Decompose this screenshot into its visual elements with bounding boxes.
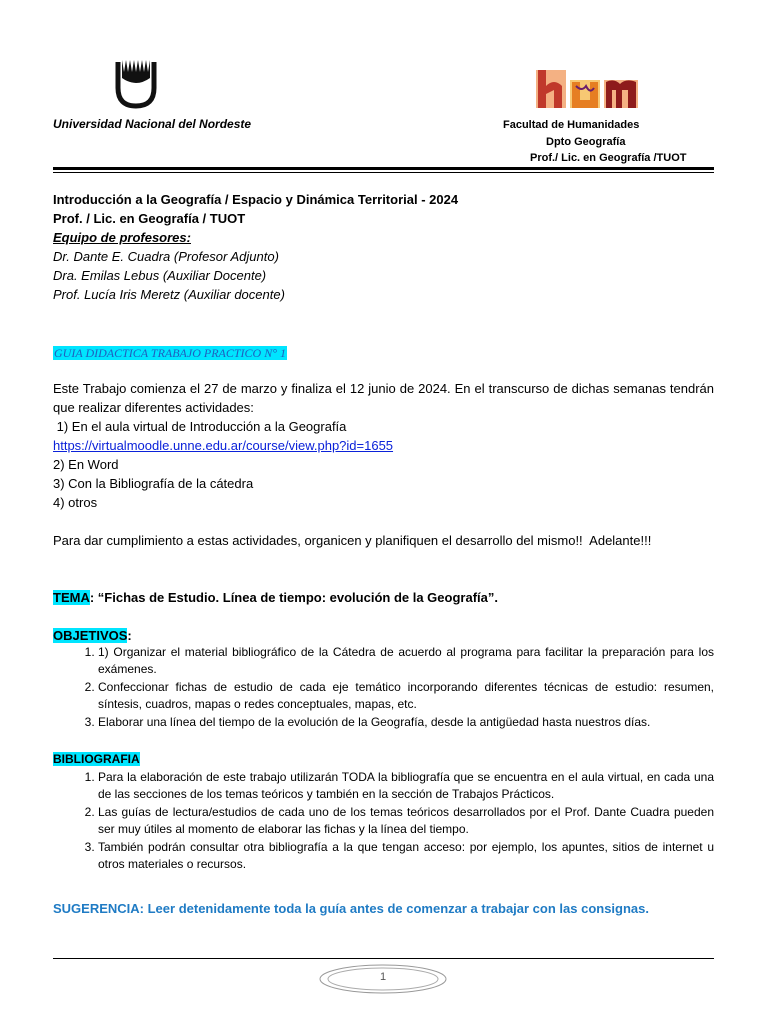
- team-label: Equipo de profesores:: [53, 230, 191, 245]
- objetivos-label: OBJETIVOS: [53, 628, 128, 643]
- bibliografia-item-2: 2. Las guías de lectura/estudios de cada uno de los temas teóricos desarrollados por el Prof. Dante Cuadra pueden ser muy útiles al momento de elaborar las fichas y la línea del tiempo.: [98, 804, 714, 838]
- page-number: 1: [379, 971, 387, 983]
- department-name: Dpto Geografía: [546, 136, 626, 148]
- university-name: Universidad Nacional del Nordeste: [53, 117, 252, 131]
- intro-item-2: 2) En Word: [53, 457, 119, 472]
- bibliografia-item-1: 1. Para la elaboración de este trabajo utilizarán TODA la bibliografía que se encuentra en el aula virtual, en cada una de las secciones de los temas teóricos y también en la sección de Trabajos Prácticos.: [98, 769, 714, 803]
- moodle-link[interactable]: https://virtualmoodle.unne.edu.ar/course/view.php?id=1655: [53, 438, 394, 453]
- unne-logo-icon: [114, 58, 158, 110]
- intro-paragraph: Este Trabajo comienza el 27 de marzo y finaliza el 12 junio de 2024. En el transcurso de dichas semanas tendrán que realizar diferentes actividades:: [53, 381, 714, 415]
- hum-logo-icon: [534, 66, 640, 110]
- tema-label: TEMA: [53, 590, 90, 605]
- objetivos-list: [53, 644, 714, 732]
- intro-item-4: 4) otros: [53, 495, 98, 510]
- unne-logo: [114, 58, 158, 110]
- program-name: Prof./ Lic. en Geografía /TUOT: [530, 152, 687, 164]
- professor-3: Prof. Lucía Iris Meretz (Auxiliar docente): [53, 287, 285, 302]
- footer-rule: [53, 958, 714, 959]
- professor-1: Dr. Dante E. Cuadra (Profesor Adjunto): [53, 249, 279, 264]
- sugerencia: SUGERENCIA: Leer detenidamente toda la guía antes de comenzar a trabajar con las consignas.: [53, 901, 650, 916]
- bibliografia-heading: [53, 752, 140, 766]
- course-title: Introducción a la Geografía / Espacio y Dinámica Territorial - 2024: [53, 192, 459, 207]
- tema-text: : “Fichas de Estudio. Línea de tiempo: evolución de la Geografía”.: [89, 590, 498, 605]
- intro-item-3: 3) Con la Bibliografía de la cátedra: [53, 476, 254, 491]
- bibliografia-label: BIBLIOGRAFIA: [53, 752, 140, 766]
- intro-item-1: 1) En el aula virtual de Introducción a la Geografía: [53, 419, 347, 434]
- objetivos-heading: [53, 626, 132, 645]
- bibliografia-item-3: 3. También podrán consultar otra bibliografía a la que tengan acceso: por ejemplo, los apuntes, sitios de internet u otros materiales o recursos.: [98, 839, 714, 873]
- header-rule-thin: [53, 172, 714, 173]
- course-programs: Prof. / Lic. en Geografía / TUOT: [53, 211, 246, 226]
- hum-logo: [534, 66, 640, 110]
- tema-line: [53, 588, 498, 607]
- faculty-name: Facultad de Humanidades: [503, 119, 640, 131]
- guide-title-text: GUIA DIDACTICA TRABAJO PRACTICO N° 1: [54, 346, 287, 360]
- intro-closing: Para dar cumplimiento a estas actividades, organicen y planifiquen el desarrollo del mismo!! Adelante!!!: [53, 533, 652, 548]
- professor-2: Dra. Emilas Lebus (Auxiliar Docente): [53, 268, 267, 283]
- guide-title: [53, 344, 287, 362]
- objetivo-item-1: 1. 1) Organizar el material bibliográfico de la Cátedra de acuerdo al programa para facilitar la preparación para los exámenes.: [98, 644, 714, 678]
- objetivo-item-3: 3. Elaborar una línea del tiempo de la evolución de la Geografía, desde la antigüedad hasta nuestros días.: [98, 714, 714, 731]
- objetivo-item-2: 2. Confeccionar fichas de estudio de cada eje temático incorporando diferentes técnicas de estudio: resumen, síntesis, cuadros, mapas o redes conceptuales, mapas, etc.: [98, 679, 714, 713]
- bibliografia-list: [53, 769, 714, 874]
- header-rule-thick: [53, 167, 714, 170]
- page-number-badge: [318, 963, 448, 995]
- objetivos-colon: :: [127, 628, 132, 643]
